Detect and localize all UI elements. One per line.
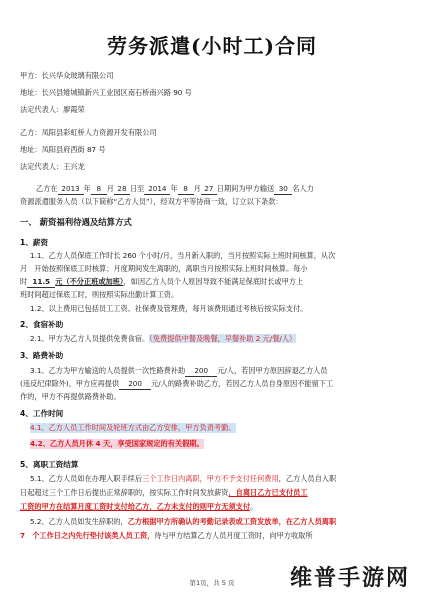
party-b-rep: 法定代表人：王兴龙 [20, 162, 85, 171]
party-a-rep: 法定代表人：廖霞荣 [20, 105, 85, 114]
intro-line-2: 资源派遣服务人员（以下简称“乙方人员”），经双方平等协商一致，订立以下条款： [20, 197, 283, 206]
party-b-name: 乙方：凤阳县彩虹桥人力资源开发有限公司 [20, 128, 157, 137]
payment-rule: ，自离日乙方已支付员工 [228, 488, 308, 497]
intro-text: 日期间为甲方输送 [216, 184, 275, 193]
intro-text: 月 [193, 184, 201, 193]
intro-text: 乙方在 [36, 184, 58, 193]
advance-payment-rule: 乙方根据甲方所确认的考勤记录表或工资发放单，在乙方人员离职 [127, 517, 337, 526]
intro-text: 年 [170, 184, 178, 193]
clause-4-2: 4.2、乙方人员月休 4 天，享受国家规定的有关假期。 [30, 439, 204, 448]
extra-travel-subsidy-amount: 200 [119, 379, 151, 390]
clause-text: 3.1、乙方为甲方输送的人员提供一次性路费补助 [30, 366, 186, 375]
clause-text: 。 [250, 502, 258, 511]
clause-5-2-line-1 [30, 517, 336, 527]
travel-subsidy-amount: 200 [185, 366, 217, 377]
payment-rule: 工资的甲方在结算月度工资时支付给乙方，乙方未支付的则甲方无须支付 [20, 502, 251, 511]
intro-line-1 [36, 184, 314, 195]
clause-5-2-line-2 [20, 531, 313, 541]
start-month: 8 [91, 184, 107, 195]
clause-5-1-line-3 [20, 502, 257, 512]
party-a-address: 地址：长兴县雉城镇新兴工业园区南石桥南兴路 90 号 [20, 88, 192, 97]
clause-2-1 [30, 334, 296, 344]
sub-heading-meals: 2、食宿补助 [20, 320, 64, 329]
contract-title: 劳务派遣(小时工)合同 [107, 34, 317, 58]
party-b-address: 地址：凤阳县府西街 87 号 [20, 145, 106, 154]
hourly-rate: 11.5 [27, 277, 55, 288]
section-heading-1: 一、 薪资福利待遇及结算方式 [20, 217, 132, 227]
clause-5-1-line-1 [30, 474, 336, 484]
clause-1-1-line-1: 1.1、乙方人员保底工作时长 260 个小时/月，当月新入职的，当月按照实际上班时间核算，从次 [30, 251, 336, 260]
clause-1-1-line-4: 班时间超过保底工时，则按照实际出勤计算工资。 [20, 290, 179, 299]
clause-1-1-line-3 [20, 277, 303, 288]
intro-text: 名人力 [292, 184, 314, 193]
clause-text: 元/人的路费补助乙方，若因乙方人员自身原因不能留下工 [151, 379, 334, 388]
sub-heading-work-hours: 4、工作时间 [20, 409, 64, 418]
rate-note: 元（不分正班或加班） [55, 277, 124, 286]
sub-heading-salary: 1、薪资 [20, 238, 49, 247]
intro-text: 日至 [129, 184, 145, 193]
clause-text: 5.1、乙方人员如在办理入职手续后 [30, 474, 143, 483]
clause-5-1-line-2 [20, 488, 308, 498]
clause-1-1-line-2: 月 开始按照保底工时核算；月度期间发生离职的，离职当月按照实际上班时间核算。每小 [20, 264, 308, 273]
clause-3-1-line-1 [30, 366, 327, 377]
start-year: 2013 [58, 184, 84, 195]
clause-1-2: 1.2、以上费用已包括员工工资、社保费及管理费，每月该费用通过考核后按实际支付。 [30, 304, 308, 313]
page-footer: 第1页，共 5 页 [189, 579, 235, 587]
intro-text: 月 [106, 184, 114, 193]
end-year: 2014 [144, 184, 170, 195]
clause-text: 5.2、乙方人员如发生辞职的， [30, 517, 128, 526]
clause-text: 元/人，若因甲方原因辞退乙方人员 [217, 366, 328, 375]
resignation-rule: 三个工作日内离职，甲方不予支付任何费用 [142, 474, 279, 483]
start-day: 28 [114, 184, 130, 195]
clause-3-1-line-2 [20, 379, 333, 390]
clause-text: (违反纪律除外)，甲方应再提供 [20, 379, 120, 388]
intro-text: 年 [83, 184, 91, 193]
clause-text: 时 [20, 277, 28, 286]
clause-text: ，如因乙方人员个人原因导致不能满足保底时长或甲方上 [123, 277, 304, 286]
clause-text: 日起超过三个工作日后提出正常辞职的，按实际工作时间发放薪资 [20, 488, 229, 497]
end-month: 8 [178, 184, 194, 195]
meal-subsidy-note: （免费提供中餐及晚餐，早餐补助 2 元/餐/人） [149, 334, 297, 343]
advance-payment-rule: 7 个工作日之内先行垫付该类人员工资， [20, 531, 155, 540]
site-watermark: 维普手游网 [289, 566, 410, 591]
party-a-name: 甲方：长兴华众玻璃有限公司 [20, 71, 114, 80]
clause-4-1: 4.1、乙方人员工作时间及轮班方式由乙方安排，甲方负责考勤。 [30, 423, 236, 432]
end-day: 27 [201, 184, 217, 195]
clause-text: 待与甲方结算乙方人员月度工资时，向甲方收取所 [154, 531, 313, 540]
clause-text: ，乙方人员自入职 [278, 474, 337, 483]
clause-text: 2.1、甲方为乙方人员提供免费食宿。 [30, 334, 150, 343]
staff-count: 30 [274, 184, 292, 195]
clause-3-1-line-3: 作的，甲方不再提供路费补助。 [20, 392, 121, 401]
sub-heading-resignation: 5、离职工资结算 [20, 460, 79, 469]
sub-heading-travel: 3、路费补助 [20, 351, 64, 360]
